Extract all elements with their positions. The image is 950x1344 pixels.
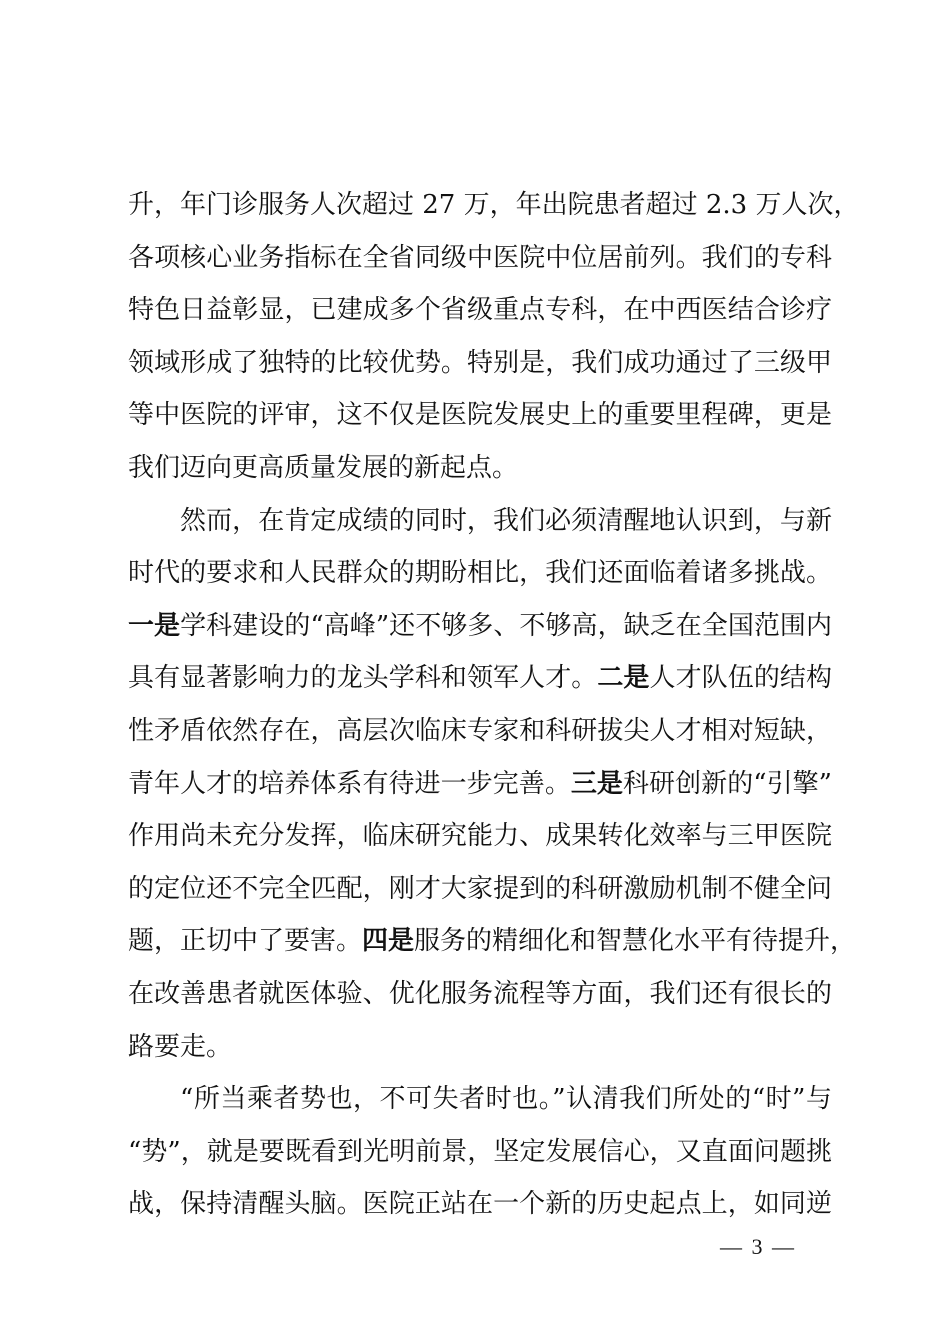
text-segment: 特色日益彰显，已建成多个省级重点专科，在中西医结合诊疗 — [128, 295, 832, 326]
paragraph — [128, 183, 860, 499]
text-segment: 我们迈向更高质量发展的新起点。 — [128, 452, 519, 483]
text-line — [128, 183, 860, 236]
text-line — [128, 709, 832, 762]
document-body — [128, 183, 860, 1235]
text-line — [128, 919, 857, 972]
text-segment: “势”，就是要既看到光明前景，坚定发展信心，又直面问题挑 — [128, 1136, 832, 1167]
bold-keyword: 三是 — [570, 768, 623, 799]
text-line — [128, 762, 832, 815]
text-line — [128, 972, 832, 1025]
text-segment: “所当乘者势也，不可失者时也。”认清我们所处的“时”与 — [180, 1084, 832, 1115]
text-line — [128, 551, 832, 604]
text-line — [128, 604, 832, 657]
bold-keyword: 四是 — [362, 926, 415, 957]
paragraph — [128, 1077, 832, 1235]
text-line — [128, 1025, 832, 1078]
text-line — [128, 288, 832, 341]
text-segment: 各项核心业务指标在全省同级中医院中位居前列。我们的专科 — [128, 242, 832, 273]
text-segment: 具有显著影响力的龙头学科和领军人才。 — [128, 663, 598, 694]
text-segment: 科研创新的“引擎” — [622, 768, 832, 799]
page-number: — 3 — — [720, 1234, 796, 1259]
paragraph — [128, 499, 857, 1078]
text-segment: 题，正切中了要害。 — [128, 926, 363, 957]
text-line — [128, 341, 832, 394]
bold-keyword: 二是 — [597, 663, 650, 694]
text-line — [128, 1182, 832, 1235]
text-segment: 学科建设的“高峰”还不够多、不够高，缺乏在全国范围内 — [180, 610, 832, 641]
text-segment: 战，保持清醒头脑。医院正站在一个新的历史起点上，如同逆 — [128, 1189, 832, 1220]
text-segment: 领域形成了独特的比较优势。特别是，我们成功通过了三级甲 — [128, 347, 832, 378]
text-segment: 服务的精细化和智慧化水平有待提升， — [414, 926, 857, 957]
text-line — [128, 499, 832, 552]
text-segment: 升，年门诊服务人次超过 27 万，年出院患者超过 2.3 万人次， — [128, 190, 860, 220]
text-segment: 路要走。 — [128, 1031, 233, 1062]
text-line — [128, 656, 832, 709]
text-segment: 等中医院的评审，这不仅是医院发展史上的重要里程碑，更是 — [128, 400, 832, 431]
text-segment: 在改善患者就医体验、优化服务流程等方面，我们还有很长的 — [128, 978, 832, 1009]
text-line — [128, 867, 832, 920]
text-segment: 性矛盾依然存在，高层次临床专家和科研拔尖人才相对短缺， — [128, 715, 832, 746]
text-segment: 作用尚未充分发挥，临床研究能力、成果转化效率与三甲医院 — [128, 821, 832, 852]
text-segment: 人才队伍的结构 — [649, 663, 832, 694]
text-line — [128, 446, 832, 499]
text-line — [128, 236, 832, 289]
text-segment: 然而，在肯定成绩的同时，我们必须清醒地认识到，与新 — [180, 505, 832, 536]
text-line — [128, 814, 832, 867]
bold-keyword: 一是 — [128, 610, 181, 641]
text-segment: 时代的要求和人民群众的期盼相比，我们还面临着诸多挑战。 — [128, 558, 832, 589]
text-line — [128, 1077, 832, 1130]
text-line — [128, 393, 832, 446]
text-segment: 的定位还不完全匹配，刚才大家提到的科研激励机制不健全问 — [128, 873, 832, 904]
text-segment: 青年人才的培养体系有待进一步完善。 — [128, 768, 571, 799]
text-line — [128, 1130, 832, 1183]
